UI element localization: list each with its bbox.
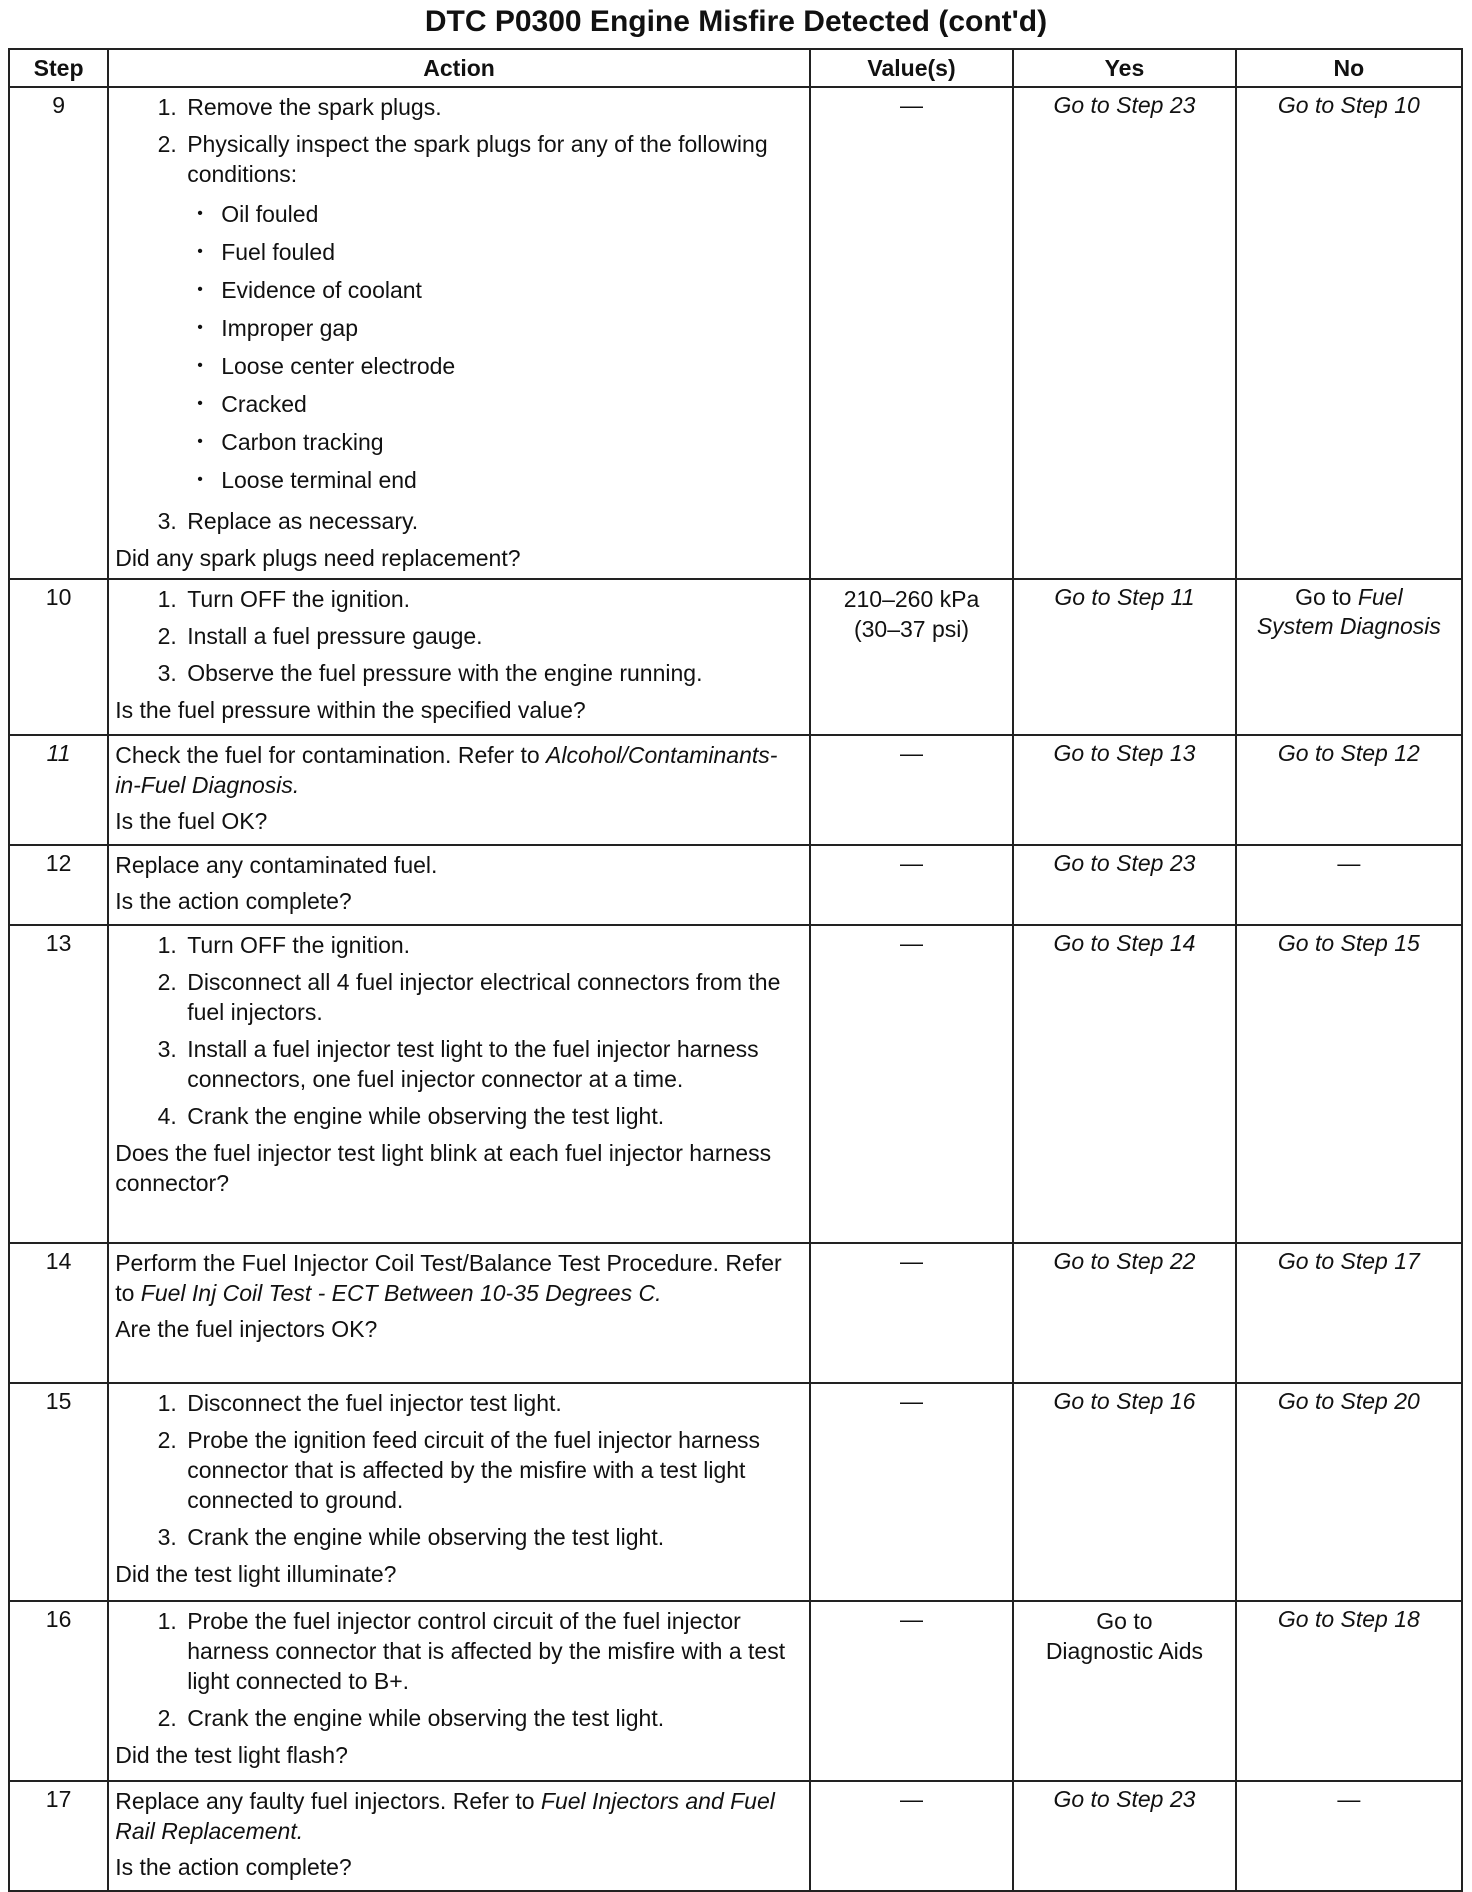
no-result: Go to Step 17 [1236, 1243, 1462, 1383]
action-cell [108, 1383, 810, 1601]
action-text-main: Check the fuel for contamination. Refer to [115, 742, 540, 768]
table-row [9, 1243, 1462, 1383]
header-yes: Yes [1013, 49, 1236, 87]
action-question: Is the action complete? [115, 888, 352, 914]
action-steps [115, 1606, 803, 1733]
no-result: — [1236, 845, 1462, 925]
action-text-main: Replace any faulty fuel injectors. Refer to [115, 1788, 535, 1814]
action-text: Replace any contaminated fuel. [115, 852, 438, 878]
header-action: Action [108, 49, 810, 87]
action-step: 3. Replace as necessary. [183, 506, 803, 536]
action-cell [108, 1781, 810, 1891]
action-question: Is the fuel OK? [115, 808, 268, 834]
yes-result: Go to Step 14 [1013, 925, 1236, 1243]
yes-result-line1: Go to [1096, 1608, 1153, 1634]
list-item: • Loose terminal end [221, 461, 803, 499]
table-row [9, 735, 1462, 845]
step-number: 17 [9, 1781, 108, 1891]
action-step: 3. Observe the fuel pressure with the engine running. [183, 658, 803, 688]
action-question: Are the fuel injectors OK? [115, 1316, 378, 1342]
value-cell: — [810, 87, 1013, 579]
value-cell: — [810, 1383, 1013, 1601]
action-cell [108, 87, 810, 579]
value-cell [810, 579, 1013, 735]
action-step: 3. Install a fuel injector test light to the fuel injector harness connectors, one fuel injector connector at a time. [183, 1034, 803, 1094]
action-text [115, 1248, 803, 1308]
action-step: 2. Crank the engine while observing the test light. [183, 1703, 803, 1733]
header-values: Value(s) [810, 49, 1013, 87]
no-result-link-cont: System Diagnosis [1256, 613, 1441, 639]
header-no: No [1236, 49, 1462, 87]
action-text [115, 1786, 803, 1846]
no-result: — [1236, 1781, 1462, 1891]
reference-link: Alcohol/Contaminants-in-Fuel Diagnosis. [115, 742, 778, 798]
list-item: • Cracked [221, 385, 803, 423]
table-row [9, 579, 1462, 735]
list-item: • Fuel fouled [221, 233, 803, 271]
action-step: 1. Turn OFF the ignition. [183, 930, 803, 960]
step-number: 11 [9, 735, 108, 845]
no-result [1236, 579, 1462, 735]
action-step: 1. Remove the spark plugs. [183, 92, 803, 122]
table-row [9, 925, 1462, 1243]
yes-result: Go to Step 23 [1013, 87, 1236, 579]
list-item: • Loose center electrode [221, 347, 803, 385]
yes-result [1013, 1601, 1236, 1781]
yes-result-line2: Diagnostic Aids [1045, 1638, 1204, 1664]
action-text-main: Perform the Fuel Injector Coil Test/Balance Test Procedure. Refer to [115, 1250, 782, 1306]
action-cell [108, 735, 810, 845]
action-step: 2. Probe the ignition feed circuit of the fuel injector harness connector that is affected by the misfire with a test light connected to ground. [183, 1425, 803, 1515]
action-question: Is the fuel pressure within the specified value? [115, 697, 586, 723]
value-cell: — [810, 845, 1013, 925]
table-header-row [9, 49, 1462, 87]
no-result-prefix: Go to [1295, 584, 1352, 610]
action-text [115, 740, 803, 800]
step-number: 13 [9, 925, 108, 1243]
action-step: 2. Disconnect all 4 fuel injector electrical connectors from the fuel injectors. [183, 967, 803, 1027]
action-question: Did any spark plugs need replacement? [115, 545, 521, 571]
condition-list [187, 195, 803, 499]
list-item: • Carbon tracking [221, 423, 803, 461]
action-steps [115, 930, 803, 1131]
action-step: 4. Crank the engine while observing the test light. [183, 1101, 803, 1131]
value-cell: — [810, 925, 1013, 1243]
yes-result: Go to Step 13 [1013, 735, 1236, 845]
step-number: 15 [9, 1383, 108, 1601]
action-cell [108, 579, 810, 735]
action-step: 1. Probe the fuel injector control circuit of the fuel injector harness connector that is affected by the misfire with a test light connected to B+. [183, 1606, 803, 1696]
step-number: 10 [9, 579, 108, 735]
action-steps [115, 92, 803, 536]
action-step: 1. Disconnect the fuel injector test light. [183, 1388, 803, 1418]
yes-result: Go to Step 23 [1013, 845, 1236, 925]
action-cell [108, 925, 810, 1243]
no-result: Go to Step 18 [1236, 1601, 1462, 1781]
reference-link: Fuel Inj Coil Test - ECT Between 10-35 Degrees C. [140, 1280, 662, 1306]
table-row [9, 845, 1462, 925]
action-steps [115, 584, 803, 688]
action-question: Does the fuel injector test light blink at each fuel injector harness connector? [115, 1140, 772, 1196]
table-row [9, 1601, 1462, 1781]
action-question: Did the test light flash? [115, 1742, 348, 1768]
no-result: Go to Step 20 [1236, 1383, 1462, 1601]
diagnostic-table [8, 48, 1463, 1892]
yes-result: Go to Step 22 [1013, 1243, 1236, 1383]
value-kpa: 210–260 kPa [843, 586, 980, 612]
action-steps [115, 1388, 803, 1552]
list-item: • Evidence of coolant [221, 271, 803, 309]
action-step: 1. Turn OFF the ignition. [183, 584, 803, 614]
no-result: Go to Step 12 [1236, 735, 1462, 845]
value-psi: (30–37 psi) [853, 616, 970, 642]
table-row [9, 1383, 1462, 1601]
value-cell: — [810, 1601, 1013, 1781]
reference-link: Fuel Injectors and Fuel Rail Replacement. [115, 1788, 775, 1844]
table-row [9, 87, 1462, 579]
yes-result: Go to Step 11 [1013, 579, 1236, 735]
header-step: Step [9, 49, 108, 87]
table-row [9, 1781, 1462, 1891]
action-step [183, 129, 803, 499]
action-question: Is the action complete? [115, 1854, 352, 1880]
action-step: 2. Install a fuel pressure gauge. [183, 621, 803, 651]
action-cell [108, 845, 810, 925]
no-result-link: Fuel [1357, 584, 1403, 610]
value-cell: — [810, 1781, 1013, 1891]
yes-result: Go to Step 23 [1013, 1781, 1236, 1891]
action-step-text: Physically inspect the spark plugs for any of the following conditions: [187, 131, 768, 187]
list-item: • Oil fouled [221, 195, 803, 233]
no-result: Go to Step 15 [1236, 925, 1462, 1243]
action-cell [108, 1601, 810, 1781]
step-number: 14 [9, 1243, 108, 1383]
no-result: Go to Step 10 [1236, 87, 1462, 579]
step-number: 12 [9, 845, 108, 925]
action-question: Did the test light illuminate? [115, 1561, 397, 1587]
page-title: DTC P0300 Engine Misfire Detected (cont'd) [424, 5, 1048, 38]
value-cell: — [810, 735, 1013, 845]
step-number: 16 [9, 1601, 108, 1781]
action-step: 3. Crank the engine while observing the test light. [183, 1522, 803, 1552]
list-item: • Improper gap [221, 309, 803, 347]
action-cell [108, 1243, 810, 1383]
yes-result: Go to Step 16 [1013, 1383, 1236, 1601]
value-cell: — [810, 1243, 1013, 1383]
step-number: 9 [9, 87, 108, 579]
